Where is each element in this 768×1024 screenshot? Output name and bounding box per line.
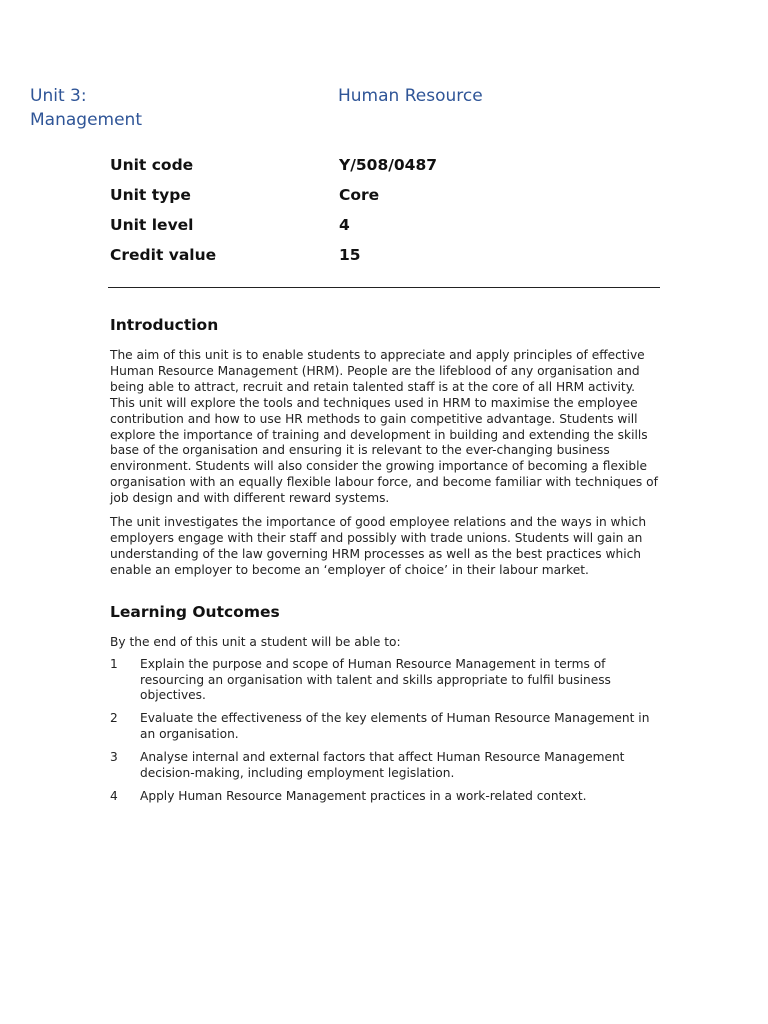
introduction-paragraph-1: The aim of this unit is to enable students to appreciate and apply principles of effective Human Resource Management (HRM). People are the lifeblood of any organisation and being able to attract, recruit and retain talented staff is at the core of all HRM activity. This unit will explore the tools and techniques used in HRM to maximise the employee contribution and how to use HR methods to gain competitive advantage. Students will explore the importance of training and development in building and extending the skills base of the organisation and ensuring it is relevant to the ever-changing business environment. Students will also consider the growing importance of becoming a flexible organisation with an equally flexible labour force, and become familiar with techniques of job design and with different reward systems. [110,348,658,506]
meta-label: Unit code [110,156,194,174]
outcome-text: Explain the purpose and scope of Human Resource Management in terms of resourcing an organisation with talent and skills appropriate to fulfil business objectives. [140,656,611,703]
introduction-section [110,314,658,579]
meta-label: Unit type [110,186,191,204]
page-title [30,84,550,134]
learning-outcomes-intro: By the end of this unit a student will be able to: [110,634,401,649]
meta-value: 4 [339,216,350,234]
outcome-number: 2 [110,711,118,726]
introduction-heading: Introduction [110,316,219,334]
meta-row-unit-code [110,154,660,184]
main-content [110,314,658,812]
outcome-number: 3 [110,750,118,765]
unit-meta-table [110,154,660,274]
meta-value: 15 [339,246,361,264]
meta-row-credit-value [110,244,660,274]
unit-title-part2: Management [30,110,142,130]
meta-row-unit-type [110,184,660,214]
meta-label: Credit value [110,246,217,264]
list-item [110,789,658,805]
outcome-number: 1 [110,656,118,671]
outcome-text: Evaluate the effectiveness of the key elements of Human Resource Management in an organisation. [140,711,650,742]
learning-outcomes-section [110,601,658,805]
meta-label: Unit level [110,216,194,234]
list-item [110,750,658,782]
meta-row-unit-level [110,214,660,244]
introduction-paragraph-2: The unit investigates the importance of good employee relations and the ways in which employers engage with their staff and possibly with trade unions. Students will gain an understanding of the law governing HRM processes as well as the best practices which enable an employer to become an ‘employer of choice’ in their labour market. [110,515,647,577]
unit-title-part1: Human Resource [338,86,483,106]
meta-value: Y/508/0487 [339,156,438,174]
list-item [110,657,658,705]
outcome-text: Apply Human Resource Management practices in a work-related context. [140,788,587,803]
list-item [110,711,658,743]
learning-outcomes-heading: Learning Outcomes [110,602,280,621]
unit-number-label: Unit 3: [30,86,87,106]
outcome-number: 4 [110,788,118,803]
section-divider [108,287,660,288]
meta-value: Core [339,186,380,204]
outcome-text: Analyse internal and external factors that affect Human Resource Management decision-making, including employment legislation. [140,750,625,781]
learning-outcomes-list [110,657,658,805]
